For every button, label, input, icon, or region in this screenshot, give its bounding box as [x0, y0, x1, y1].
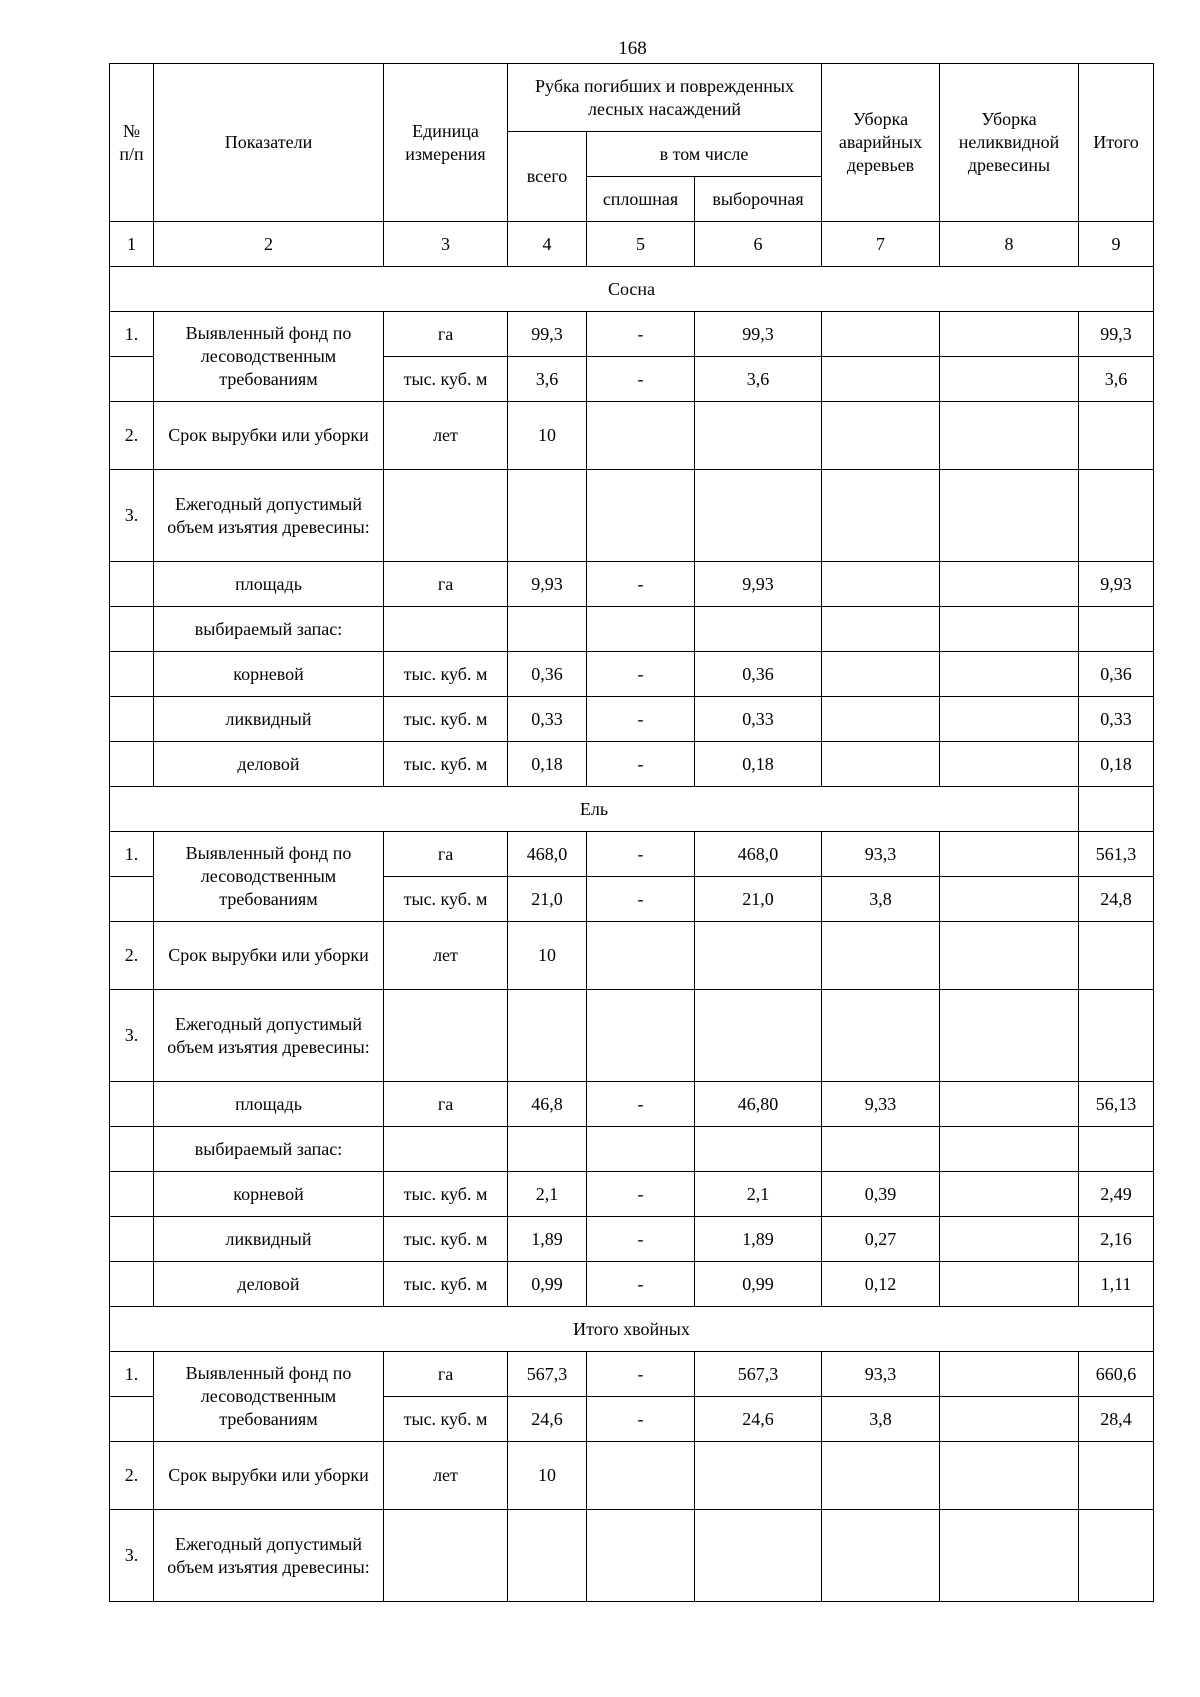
cell-total: 1,89 — [508, 1217, 587, 1262]
row-number — [110, 357, 154, 402]
cell-empty — [508, 1510, 587, 1602]
row-number: 2. — [110, 922, 154, 990]
unit-cell: лет — [384, 1442, 508, 1510]
cell-empty — [822, 1442, 940, 1510]
cell-empty — [695, 470, 822, 562]
section-title-row — [110, 787, 1154, 832]
cell-empty — [695, 402, 822, 470]
row-number — [110, 1082, 154, 1127]
cell-selective: 567,3 — [695, 1352, 822, 1397]
header-itogo: Итого — [1079, 64, 1154, 222]
indicator-label: деловой — [154, 742, 384, 787]
term-row — [110, 402, 1154, 470]
cell-illiquid — [940, 562, 1079, 607]
cell-itogo: 1,11 — [1079, 1262, 1154, 1307]
cell-total: 567,3 — [508, 1352, 587, 1397]
row-number — [110, 1262, 154, 1307]
cell-total: 0,33 — [508, 697, 587, 742]
cell-illiquid — [940, 742, 1079, 787]
cell-empty — [384, 1510, 508, 1602]
row-number: 3. — [110, 990, 154, 1082]
cell-selective: 0,99 — [695, 1262, 822, 1307]
header-clear: сплошная — [587, 177, 695, 222]
indicator-label: корневой — [154, 1172, 384, 1217]
cell-empty — [384, 607, 508, 652]
indicator-label: Ежегодный допустимый объем изъятия древесины: — [154, 470, 384, 562]
col-number: 1 — [110, 222, 154, 267]
cell-illiquid — [940, 1397, 1079, 1442]
cell-emergency: 93,3 — [822, 1352, 940, 1397]
row-number — [110, 652, 154, 697]
row-number — [110, 1172, 154, 1217]
indicator-label: Ежегодный допустимый объем изъятия древесины: — [154, 1510, 384, 1602]
unit-cell: тыс. куб. м — [384, 652, 508, 697]
cell-illiquid — [940, 1352, 1079, 1397]
unit-cell: га — [384, 1352, 508, 1397]
column-numbers-row — [110, 222, 1154, 267]
unit-cell: га — [384, 832, 508, 877]
cell-empty — [384, 1127, 508, 1172]
cell-clear: - — [587, 697, 695, 742]
unit-cell: га — [384, 562, 508, 607]
cell-clear: - — [587, 1082, 695, 1127]
cell-empty — [1079, 607, 1154, 652]
cell-emergency: 9,33 — [822, 1082, 940, 1127]
indicator-label: Выявленный фонд по лесоводственным требованиям — [154, 832, 384, 922]
cell-itogo: 56,13 — [1079, 1082, 1154, 1127]
cell-empty — [1079, 1442, 1154, 1510]
cell-empty — [508, 470, 587, 562]
cell-clear: - — [587, 652, 695, 697]
cell-empty — [822, 922, 940, 990]
cell-total: 2,1 — [508, 1172, 587, 1217]
section-title-row — [110, 1307, 1154, 1352]
annual-volume-row — [110, 990, 1154, 1082]
cell-empty — [695, 922, 822, 990]
cell-total: 10 — [508, 922, 587, 990]
indicator-label: Выявленный фонд по лесоводственным требованиям — [154, 1352, 384, 1442]
section-title: Ель — [110, 787, 1079, 832]
stock-row — [110, 697, 1154, 742]
cell-illiquid — [940, 1262, 1079, 1307]
cell-selective: 24,6 — [695, 1397, 822, 1442]
cell-empty — [1079, 1510, 1154, 1602]
term-row — [110, 1442, 1154, 1510]
cell-emergency: 0,12 — [822, 1262, 940, 1307]
cell-total: 468,0 — [508, 832, 587, 877]
cell-empty — [940, 607, 1079, 652]
row-number — [110, 562, 154, 607]
col-number: 3 — [384, 222, 508, 267]
cell-itogo: 3,6 — [1079, 357, 1154, 402]
row-number: 2. — [110, 402, 154, 470]
indicator-label: ликвидный — [154, 1217, 384, 1262]
indicator-label: Срок вырубки или уборки — [154, 922, 384, 990]
cell-itogo: 561,3 — [1079, 832, 1154, 877]
cell-empty — [1079, 990, 1154, 1082]
stock-row — [110, 1217, 1154, 1262]
cell-emergency: 93,3 — [822, 832, 940, 877]
unit-cell: тыс. куб. м — [384, 697, 508, 742]
cell-empty — [587, 402, 695, 470]
indicator-label: Срок вырубки или уборки — [154, 402, 384, 470]
cell-emergency: 3,8 — [822, 877, 940, 922]
cell-total: 99,3 — [508, 312, 587, 357]
area-row — [110, 562, 1154, 607]
cell-empty — [822, 1127, 940, 1172]
cell-selective: 0,18 — [695, 742, 822, 787]
cell-selective: 99,3 — [695, 312, 822, 357]
unit-cell: тыс. куб. м — [384, 357, 508, 402]
cell-empty — [1079, 787, 1154, 832]
cell-empty — [508, 1127, 587, 1172]
unit-cell: тыс. куб. м — [384, 1262, 508, 1307]
cell-empty — [695, 1127, 822, 1172]
cell-empty — [587, 990, 695, 1082]
cell-clear: - — [587, 1352, 695, 1397]
indicator-label: Выявленный фонд по лесоводственным требованиям — [154, 312, 384, 402]
cell-itogo: 0,36 — [1079, 652, 1154, 697]
header-indicators: Показатели — [154, 64, 384, 222]
cell-empty — [940, 470, 1079, 562]
indicator-label: выбираемый запас: — [154, 607, 384, 652]
indicator-label: корневой — [154, 652, 384, 697]
cell-empty — [508, 990, 587, 1082]
cell-emergency — [822, 652, 940, 697]
cell-selective: 21,0 — [695, 877, 822, 922]
cell-total: 21,0 — [508, 877, 587, 922]
cell-empty — [822, 1510, 940, 1602]
cell-empty — [940, 1442, 1079, 1510]
cell-empty — [1079, 402, 1154, 470]
col-number: 6 — [695, 222, 822, 267]
fund-row-ha — [110, 312, 1154, 357]
cell-itogo: 28,4 — [1079, 1397, 1154, 1442]
header-selective: выборочная — [695, 177, 822, 222]
cell-empty — [940, 402, 1079, 470]
cell-empty — [695, 1510, 822, 1602]
cell-total: 3,6 — [508, 357, 587, 402]
fund-row-ha — [110, 832, 1154, 877]
cell-empty — [1079, 922, 1154, 990]
cell-total: 10 — [508, 402, 587, 470]
cell-empty — [587, 1442, 695, 1510]
col-number: 7 — [822, 222, 940, 267]
cell-illiquid — [940, 312, 1079, 357]
row-number — [110, 1127, 154, 1172]
indicator-label: Срок вырубки или уборки — [154, 1442, 384, 1510]
area-row — [110, 1082, 1154, 1127]
row-number: 3. — [110, 470, 154, 562]
cell-itogo: 0,18 — [1079, 742, 1154, 787]
cell-emergency: 0,39 — [822, 1172, 940, 1217]
cell-empty — [822, 990, 940, 1082]
row-number — [110, 1217, 154, 1262]
section-title-row — [110, 267, 1154, 312]
cell-illiquid — [940, 652, 1079, 697]
cell-emergency — [822, 697, 940, 742]
cell-illiquid — [940, 697, 1079, 742]
row-number: 1. — [110, 1352, 154, 1397]
cell-itogo: 660,6 — [1079, 1352, 1154, 1397]
stock-row — [110, 1172, 1154, 1217]
row-number — [110, 877, 154, 922]
cell-total: 9,93 — [508, 562, 587, 607]
cell-total: 0,18 — [508, 742, 587, 787]
cell-empty — [587, 1127, 695, 1172]
fund-row-ha — [110, 1352, 1154, 1397]
cell-clear: - — [587, 1217, 695, 1262]
header-total: всего — [508, 132, 587, 222]
cell-itogo: 2,16 — [1079, 1217, 1154, 1262]
header-num: № п/п — [110, 64, 154, 222]
cell-illiquid — [940, 832, 1079, 877]
cell-selective: 9,93 — [695, 562, 822, 607]
cell-selective: 46,80 — [695, 1082, 822, 1127]
cell-empty — [587, 470, 695, 562]
header-row-1 — [110, 64, 1154, 132]
cell-clear: - — [587, 1172, 695, 1217]
cell-clear: - — [587, 312, 695, 357]
row-number — [110, 607, 154, 652]
unit-cell: лет — [384, 402, 508, 470]
cell-total: 24,6 — [508, 1397, 587, 1442]
cell-illiquid — [940, 357, 1079, 402]
cell-clear: - — [587, 877, 695, 922]
cell-empty — [1079, 470, 1154, 562]
term-row — [110, 922, 1154, 990]
cell-clear: - — [587, 357, 695, 402]
cell-selective: 0,36 — [695, 652, 822, 697]
stock-row — [110, 742, 1154, 787]
forest-felling-table — [109, 63, 1154, 1602]
cell-illiquid — [940, 1082, 1079, 1127]
cell-selective: 468,0 — [695, 832, 822, 877]
annual-volume-row — [110, 1510, 1154, 1602]
stock-label-row — [110, 1127, 1154, 1172]
header-emergency: Уборка аварийных деревьев — [822, 64, 940, 222]
cell-empty — [822, 607, 940, 652]
annual-volume-row — [110, 470, 1154, 562]
cell-total: 46,8 — [508, 1082, 587, 1127]
stock-row — [110, 1262, 1154, 1307]
unit-cell: тыс. куб. м — [384, 1397, 508, 1442]
cell-clear: - — [587, 562, 695, 607]
table-body — [110, 64, 1154, 1602]
cell-empty — [940, 990, 1079, 1082]
indicator-label: деловой — [154, 1262, 384, 1307]
cell-emergency: 0,27 — [822, 1217, 940, 1262]
row-number — [110, 1397, 154, 1442]
header-felling: Рубка погибших и поврежденных лесных насаждений — [508, 64, 822, 132]
cell-selective: 1,89 — [695, 1217, 822, 1262]
col-number: 9 — [1079, 222, 1154, 267]
page-number: 168 — [618, 38, 647, 59]
section-title: Итого хвойных — [110, 1307, 1154, 1352]
unit-cell: га — [384, 312, 508, 357]
cell-clear: - — [587, 1397, 695, 1442]
unit-cell: лет — [384, 922, 508, 990]
stock-row — [110, 652, 1154, 697]
col-number: 5 — [587, 222, 695, 267]
cell-empty — [384, 470, 508, 562]
indicator-label: Ежегодный допустимый объем изъятия древесины: — [154, 990, 384, 1082]
cell-total: 0,36 — [508, 652, 587, 697]
cell-empty — [822, 402, 940, 470]
indicator-label: выбираемый запас: — [154, 1127, 384, 1172]
row-number — [110, 742, 154, 787]
cell-emergency: 3,8 — [822, 1397, 940, 1442]
cell-empty — [822, 470, 940, 562]
cell-empty — [508, 607, 587, 652]
indicator-label: площадь — [154, 562, 384, 607]
cell-empty — [384, 990, 508, 1082]
cell-empty — [940, 1127, 1079, 1172]
cell-clear: - — [587, 742, 695, 787]
cell-empty — [695, 607, 822, 652]
unit-cell: га — [384, 1082, 508, 1127]
cell-empty — [695, 990, 822, 1082]
indicator-label: площадь — [154, 1082, 384, 1127]
cell-itogo: 99,3 — [1079, 312, 1154, 357]
unit-cell: тыс. куб. м — [384, 742, 508, 787]
unit-cell: тыс. куб. м — [384, 877, 508, 922]
cell-empty — [940, 1510, 1079, 1602]
row-number — [110, 697, 154, 742]
stock-label-row — [110, 607, 1154, 652]
col-number: 4 — [508, 222, 587, 267]
col-number: 2 — [154, 222, 384, 267]
cell-clear: - — [587, 832, 695, 877]
cell-itogo: 24,8 — [1079, 877, 1154, 922]
indicator-label: ликвидный — [154, 697, 384, 742]
section-title: Сосна — [110, 267, 1154, 312]
cell-selective: 2,1 — [695, 1172, 822, 1217]
cell-emergency — [822, 742, 940, 787]
cell-emergency — [822, 312, 940, 357]
col-number: 8 — [940, 222, 1079, 267]
header-including: в том числе — [587, 132, 822, 177]
cell-itogo: 9,93 — [1079, 562, 1154, 607]
cell-itogo: 0,33 — [1079, 697, 1154, 742]
cell-total: 10 — [508, 1442, 587, 1510]
cell-empty — [587, 922, 695, 990]
cell-empty — [587, 607, 695, 652]
cell-total: 0,99 — [508, 1262, 587, 1307]
cell-selective: 3,6 — [695, 357, 822, 402]
header-unit: Единица измерения — [384, 64, 508, 222]
cell-empty — [587, 1510, 695, 1602]
cell-selective: 0,33 — [695, 697, 822, 742]
cell-illiquid — [940, 877, 1079, 922]
cell-empty — [1079, 1127, 1154, 1172]
unit-cell: тыс. куб. м — [384, 1172, 508, 1217]
cell-empty — [695, 1442, 822, 1510]
cell-illiquid — [940, 1172, 1079, 1217]
header-illiquid: Уборка неликвидной древесины — [940, 64, 1079, 222]
row-number: 3. — [110, 1510, 154, 1602]
cell-empty — [940, 922, 1079, 990]
row-number: 1. — [110, 312, 154, 357]
row-number: 1. — [110, 832, 154, 877]
row-number: 2. — [110, 1442, 154, 1510]
cell-itogo: 2,49 — [1079, 1172, 1154, 1217]
cell-emergency — [822, 357, 940, 402]
cell-illiquid — [940, 1217, 1079, 1262]
cell-clear: - — [587, 1262, 695, 1307]
cell-emergency — [822, 562, 940, 607]
unit-cell: тыс. куб. м — [384, 1217, 508, 1262]
